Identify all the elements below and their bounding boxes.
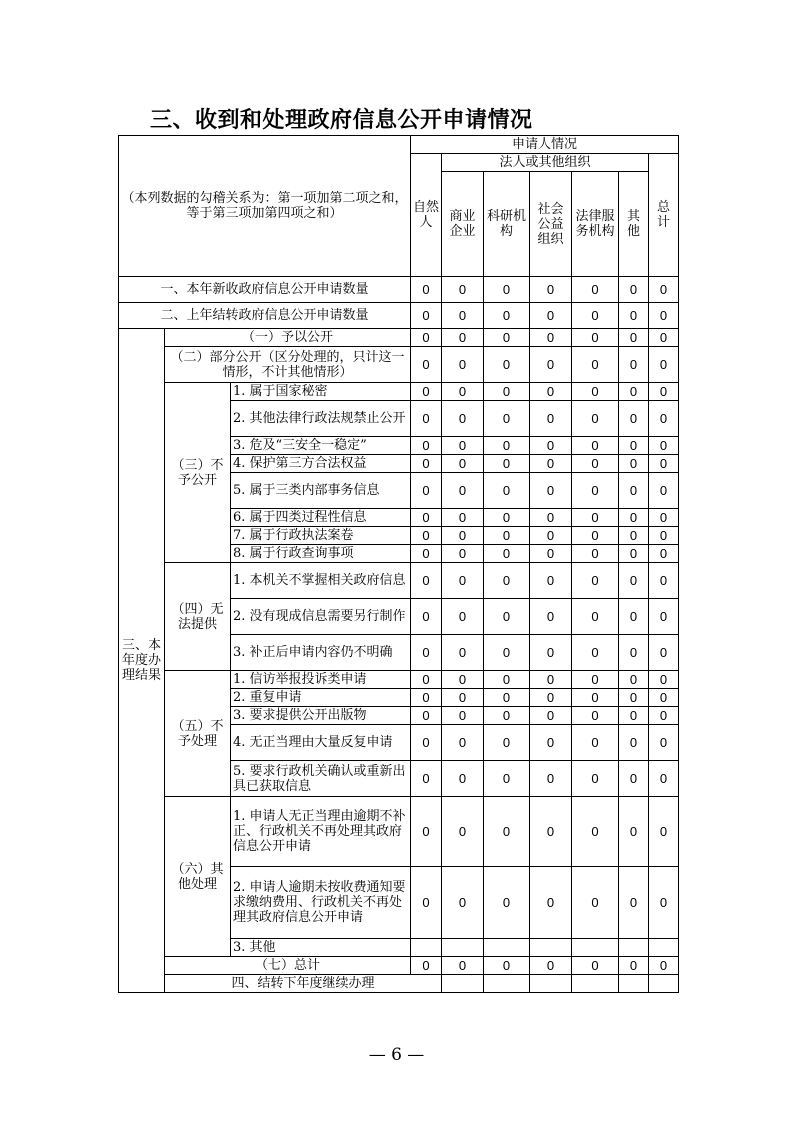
value-cell — [649, 975, 679, 993]
value-cell: 0 — [411, 867, 442, 939]
value-cell: 0 — [530, 957, 572, 975]
value-cell: 0 — [572, 455, 619, 473]
value-cell: 0 — [411, 545, 442, 563]
value-cell: 0 — [530, 635, 572, 671]
value-cell: 0 — [484, 347, 530, 383]
value-cell: 0 — [530, 707, 572, 725]
value-cell: 0 — [411, 277, 442, 303]
value-cell: 0 — [649, 707, 679, 725]
value-cell: 0 — [619, 599, 649, 635]
row-label: 2. 其他法律行政法规禁止公开 — [231, 401, 411, 437]
value-cell: 0 — [619, 455, 649, 473]
value-cell: 0 — [619, 277, 649, 303]
value-cell: 0 — [619, 797, 649, 867]
value-cell: 0 — [619, 401, 649, 437]
value-cell: 0 — [484, 707, 530, 725]
value-cell: 0 — [530, 401, 572, 437]
row-label: （一）予以公开 — [165, 329, 411, 347]
row-label: 1. 属于国家秘密 — [231, 383, 411, 401]
value-cell: 0 — [619, 383, 649, 401]
row-label: 4. 保护第三方合法权益 — [231, 455, 411, 473]
value-cell: 0 — [411, 761, 442, 797]
value-cell: 0 — [484, 329, 530, 347]
row-label: 6. 属于四类过程性信息 — [231, 509, 411, 527]
value-cell: 0 — [619, 725, 649, 761]
value-cell: 0 — [619, 867, 649, 939]
value-cell: 0 — [484, 671, 530, 689]
row-label: 5. 要求行政机关确认或重新出具已获取信息 — [231, 761, 411, 797]
column-header: 法律服务机构 — [572, 172, 619, 277]
row-label: 一、本年新收政府信息公开申请数量 — [119, 277, 411, 303]
value-cell — [572, 975, 619, 993]
value-cell: 0 — [572, 689, 619, 707]
row-label: 3. 其他 — [231, 939, 411, 957]
value-cell: 0 — [411, 725, 442, 761]
value-cell: 0 — [442, 635, 484, 671]
group-label: （四）无法提供 — [165, 563, 231, 671]
value-cell: 0 — [619, 671, 649, 689]
value-cell: 0 — [530, 455, 572, 473]
row-label: 4. 无正当理由大量反复申请 — [231, 725, 411, 761]
value-cell: 0 — [530, 563, 572, 599]
value-cell: 0 — [484, 797, 530, 867]
value-cell: 0 — [649, 347, 679, 383]
value-cell: 0 — [484, 867, 530, 939]
value-cell: 0 — [572, 329, 619, 347]
row-label: 3. 要求提供公开出版物 — [231, 707, 411, 725]
value-cell: 0 — [442, 303, 484, 329]
value-cell: 0 — [411, 957, 442, 975]
value-cell: 0 — [619, 347, 649, 383]
value-cell: 0 — [442, 527, 484, 545]
column-header: 总计 — [649, 154, 679, 277]
value-cell: 0 — [530, 761, 572, 797]
value-cell: 0 — [484, 437, 530, 455]
value-cell: 0 — [442, 509, 484, 527]
value-cell: 0 — [619, 527, 649, 545]
value-cell: 0 — [572, 545, 619, 563]
row-label: 1. 申请人无正当理由逾期不补正、行政机关不再处理其政府信息公开申请 — [231, 797, 411, 867]
value-cell: 0 — [649, 473, 679, 509]
value-cell — [411, 939, 442, 957]
value-cell: 0 — [442, 401, 484, 437]
row-label: 7. 属于行政执法案卷 — [231, 527, 411, 545]
value-cell: 0 — [530, 473, 572, 509]
value-cell: 0 — [649, 401, 679, 437]
value-cell: 0 — [484, 761, 530, 797]
value-cell: 0 — [442, 689, 484, 707]
value-cell: 0 — [442, 671, 484, 689]
value-cell: 0 — [530, 671, 572, 689]
value-cell: 0 — [442, 957, 484, 975]
row-label: 2. 没有现成信息需要另行制作 — [231, 599, 411, 635]
value-cell: 0 — [442, 761, 484, 797]
value-cell: 0 — [442, 599, 484, 635]
row-label: 二、上年结转政府信息公开申请数量 — [119, 303, 411, 329]
value-cell: 0 — [530, 347, 572, 383]
value-cell: 0 — [572, 563, 619, 599]
row-label: 8. 属于行政查询事项 — [231, 545, 411, 563]
value-cell: 0 — [484, 383, 530, 401]
section-label: 三、本年度办理结果 — [119, 329, 165, 993]
value-cell: 0 — [572, 725, 619, 761]
value-cell: 0 — [619, 635, 649, 671]
value-cell: 0 — [411, 797, 442, 867]
note-cell: （本列数据的勾稽关系为：第一项加第二项之和，等于第三项加第四项之和） — [119, 136, 411, 277]
value-cell: 0 — [442, 797, 484, 867]
value-cell: 0 — [530, 545, 572, 563]
value-cell: 0 — [442, 347, 484, 383]
value-cell: 0 — [649, 599, 679, 635]
value-cell: 0 — [411, 473, 442, 509]
applicant-header: 申请人情况 — [411, 136, 679, 154]
column-header: 自然人 — [411, 154, 442, 277]
value-cell — [484, 975, 530, 993]
value-cell: 0 — [442, 455, 484, 473]
value-cell: 0 — [530, 797, 572, 867]
column-header: 社会公益组织 — [530, 172, 572, 277]
value-cell: 0 — [442, 867, 484, 939]
value-cell: 0 — [411, 527, 442, 545]
row-label: （七）总计 — [165, 957, 411, 975]
column-header: 其他 — [619, 172, 649, 277]
value-cell: 0 — [572, 797, 619, 867]
value-cell: 0 — [530, 527, 572, 545]
value-cell: 0 — [649, 957, 679, 975]
legal-entity-header: 法人或其他组织 — [442, 154, 649, 172]
value-cell: 0 — [530, 329, 572, 347]
value-cell: 0 — [530, 383, 572, 401]
value-cell: 0 — [442, 545, 484, 563]
value-cell: 0 — [411, 563, 442, 599]
value-cell: 0 — [411, 347, 442, 383]
value-cell: 0 — [649, 303, 679, 329]
row-label: （二）部分公开（区分处理的，只计这一情形，不计其他情形） — [165, 347, 411, 383]
value-cell: 0 — [649, 797, 679, 867]
value-cell: 0 — [649, 545, 679, 563]
value-cell: 0 — [530, 303, 572, 329]
value-cell — [619, 939, 649, 957]
value-cell: 0 — [484, 563, 530, 599]
value-cell: 0 — [442, 277, 484, 303]
value-cell: 0 — [572, 671, 619, 689]
value-cell — [619, 975, 649, 993]
value-cell: 0 — [572, 867, 619, 939]
value-cell: 0 — [572, 401, 619, 437]
row-label: 2. 重复申请 — [231, 689, 411, 707]
value-cell: 0 — [530, 509, 572, 527]
value-cell: 0 — [649, 527, 679, 545]
page-number: — 6 — — [368, 1045, 425, 1065]
value-cell: 0 — [649, 689, 679, 707]
value-cell: 0 — [649, 383, 679, 401]
value-cell: 0 — [649, 671, 679, 689]
value-cell — [442, 939, 484, 957]
value-cell: 0 — [442, 707, 484, 725]
value-cell: 0 — [572, 277, 619, 303]
value-cell: 0 — [619, 437, 649, 455]
value-cell: 0 — [411, 329, 442, 347]
value-cell: 0 — [572, 509, 619, 527]
value-cell: 0 — [411, 599, 442, 635]
value-cell: 0 — [484, 277, 530, 303]
value-cell: 0 — [442, 383, 484, 401]
value-cell: 0 — [649, 563, 679, 599]
value-cell: 0 — [442, 563, 484, 599]
value-cell — [442, 975, 484, 993]
value-cell: 0 — [411, 707, 442, 725]
value-cell: 0 — [530, 725, 572, 761]
value-cell: 0 — [530, 689, 572, 707]
value-cell: 0 — [649, 725, 679, 761]
group-label: （六）其他处理 — [165, 797, 231, 957]
value-cell: 0 — [649, 867, 679, 939]
value-cell: 0 — [649, 761, 679, 797]
row-label: 1. 信访举报投诉类申请 — [231, 671, 411, 689]
value-cell: 0 — [619, 957, 649, 975]
value-cell: 0 — [484, 303, 530, 329]
value-cell — [530, 975, 572, 993]
value-cell: 0 — [484, 599, 530, 635]
value-cell: 0 — [411, 635, 442, 671]
value-cell: 0 — [411, 671, 442, 689]
value-cell — [530, 939, 572, 957]
value-cell: 0 — [442, 437, 484, 455]
value-cell: 0 — [530, 437, 572, 455]
value-cell: 0 — [649, 509, 679, 527]
value-cell: 0 — [619, 509, 649, 527]
row-label: 5. 属于三类内部事务信息 — [231, 473, 411, 509]
value-cell: 0 — [484, 725, 530, 761]
value-cell: 0 — [572, 383, 619, 401]
value-cell: 0 — [484, 401, 530, 437]
value-cell — [649, 939, 679, 957]
value-cell: 0 — [442, 473, 484, 509]
value-cell: 0 — [619, 563, 649, 599]
value-cell: 0 — [572, 437, 619, 455]
value-cell: 0 — [484, 509, 530, 527]
value-cell — [572, 939, 619, 957]
value-cell: 0 — [572, 635, 619, 671]
row-label: 3. 补正后申请内容仍不明确 — [231, 635, 411, 671]
row-label: 四、结转下年度继续办理 — [165, 975, 442, 993]
value-cell: 0 — [572, 599, 619, 635]
value-cell: 0 — [484, 635, 530, 671]
value-cell: 0 — [619, 761, 649, 797]
value-cell: 0 — [649, 455, 679, 473]
value-cell: 0 — [530, 599, 572, 635]
value-cell: 0 — [572, 303, 619, 329]
value-cell: 0 — [411, 689, 442, 707]
value-cell: 0 — [649, 437, 679, 455]
page-title: 三、收到和处理政府信息公开申请情况 — [150, 108, 533, 133]
value-cell: 0 — [411, 455, 442, 473]
value-cell: 0 — [572, 347, 619, 383]
value-cell: 0 — [619, 707, 649, 725]
value-cell: 0 — [619, 303, 649, 329]
value-cell: 0 — [530, 867, 572, 939]
value-cell: 0 — [442, 329, 484, 347]
value-cell: 0 — [649, 329, 679, 347]
value-cell: 0 — [442, 725, 484, 761]
value-cell: 0 — [649, 635, 679, 671]
value-cell: 0 — [619, 545, 649, 563]
value-cell: 0 — [411, 383, 442, 401]
row-label: 1. 本机关不掌握相关政府信息 — [231, 563, 411, 599]
value-cell: 0 — [572, 761, 619, 797]
group-label: （三）不予公开 — [165, 383, 231, 563]
value-cell: 0 — [484, 545, 530, 563]
value-cell: 0 — [484, 527, 530, 545]
value-cell: 0 — [484, 455, 530, 473]
value-cell: 0 — [572, 527, 619, 545]
value-cell: 0 — [411, 401, 442, 437]
value-cell: 0 — [484, 689, 530, 707]
column-header: 商业企业 — [442, 172, 484, 277]
column-header: 科研机构 — [484, 172, 530, 277]
value-cell: 0 — [484, 473, 530, 509]
group-label: （五）不予处理 — [165, 671, 231, 797]
value-cell: 0 — [484, 957, 530, 975]
value-cell: 0 — [619, 689, 649, 707]
value-cell: 0 — [411, 303, 442, 329]
value-cell: 0 — [572, 707, 619, 725]
value-cell — [484, 939, 530, 957]
value-cell: 0 — [530, 277, 572, 303]
value-cell: 0 — [619, 473, 649, 509]
value-cell: 0 — [411, 509, 442, 527]
value-cell: 0 — [619, 329, 649, 347]
value-cell: 0 — [411, 437, 442, 455]
row-label: 3. 危及“三安全一稳定” — [231, 437, 411, 455]
row-label: 2. 申请人逾期未按收费通知要求缴纳费用、行政机关不再处理其政府信息公开申请 — [231, 867, 411, 939]
value-cell: 0 — [572, 957, 619, 975]
value-cell: 0 — [572, 473, 619, 509]
info-disclosure-table — [118, 135, 679, 993]
value-cell: 0 — [649, 277, 679, 303]
